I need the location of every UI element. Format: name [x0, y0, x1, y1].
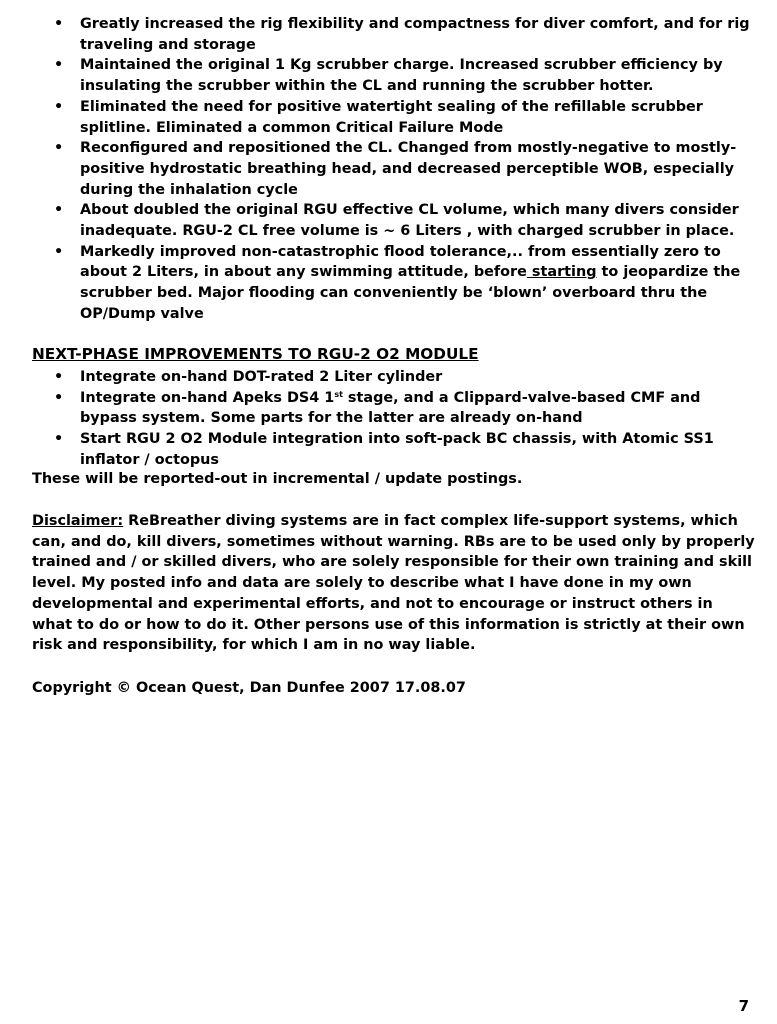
- flood-text-before: Markedly improved non-catastrophic flood tolerance,.. from essentially zero to about 2 Liters, in about any swimming attitude, before: [80, 243, 721, 281]
- list-item: • Integrate on-hand DOT-rated 2 Liter cylinder: [0, 367, 777, 388]
- disclaimer-label: Disclaimer:: [32, 513, 124, 529]
- item-text-before: Integrate on-hand Apeks DS4 1: [80, 389, 335, 406]
- improvements-list: [0, 14, 777, 325]
- list-item: • Reconfigured and repositioned the CL. Changed from mostly-negative to mostly-positive hydrostatic breathing head, and decreased perceptible WOB, especially during the inhalation cycle: [0, 138, 777, 200]
- page-number: 7: [738, 997, 749, 1015]
- next-phase-list: [0, 367, 777, 471]
- copyright-text: Copyright © Ocean Quest, Dan Dunfee 2007 17.08.07: [32, 680, 466, 696]
- flood-text-after: to jeopardize the scrubber bed. Major flooding can conveniently be ‘blown’ overboard thru the OP/Dump valve: [80, 264, 741, 322]
- list-item: [0, 242, 777, 325]
- ordinal-suffix: st: [334, 389, 343, 399]
- reported-out-text: These will be reported-out in incremental / update postings.: [32, 471, 523, 487]
- list-item: [0, 388, 777, 429]
- next-phase-heading: NEXT-PHASE IMPROVEMENTS TO RGU-2 O2 MODULE: [32, 345, 479, 363]
- disclaimer-text: ReBreather diving systems are in fact complex life-support systems, which can, and do, kill divers, sometimes without warning. RBs are to be used only by properly trained and / or skilled divers, who are solely responsible for their own training and skill level. My posted info and data are solely to describe what I have done in my own developmental and experimental efforts, and not to encourage or instruct others in what to do or how to do it. Other persons use of this information is strictly at their own risk and responsibility, for which I am in no way liable.: [32, 513, 755, 654]
- flood-text-underlined: starting: [526, 264, 597, 281]
- item-text-after: stage, and a Clippard-valve-based CMF and bypass system. Some parts for the latter are already on-hand: [80, 389, 701, 427]
- list-item: • About doubled the original RGU effective CL volume, which many divers consider inadequate. RGU-2 CL free volume is ~ 6 Liters , with charged scrubber in place.: [0, 200, 777, 241]
- list-item: • Start RGU 2 O2 Module integration into soft-pack BC chassis, with Atomic SS1 inflator / octopus: [0, 429, 777, 470]
- disclaimer-paragraph: [32, 511, 757, 656]
- list-item: • Maintained the original 1 Kg scrubber charge. Increased scrubber efficiency by insulating the scrubber within the CL and running the scrubber hotter.: [0, 55, 777, 96]
- list-item: • Greatly increased the rig flexibility and compactness for diver comfort, and for rig traveling and storage: [0, 14, 777, 55]
- list-item: • Eliminated the need for positive watertight sealing of the refillable scrubber splitline. Eliminated a common Critical Failure Mode: [0, 97, 777, 138]
